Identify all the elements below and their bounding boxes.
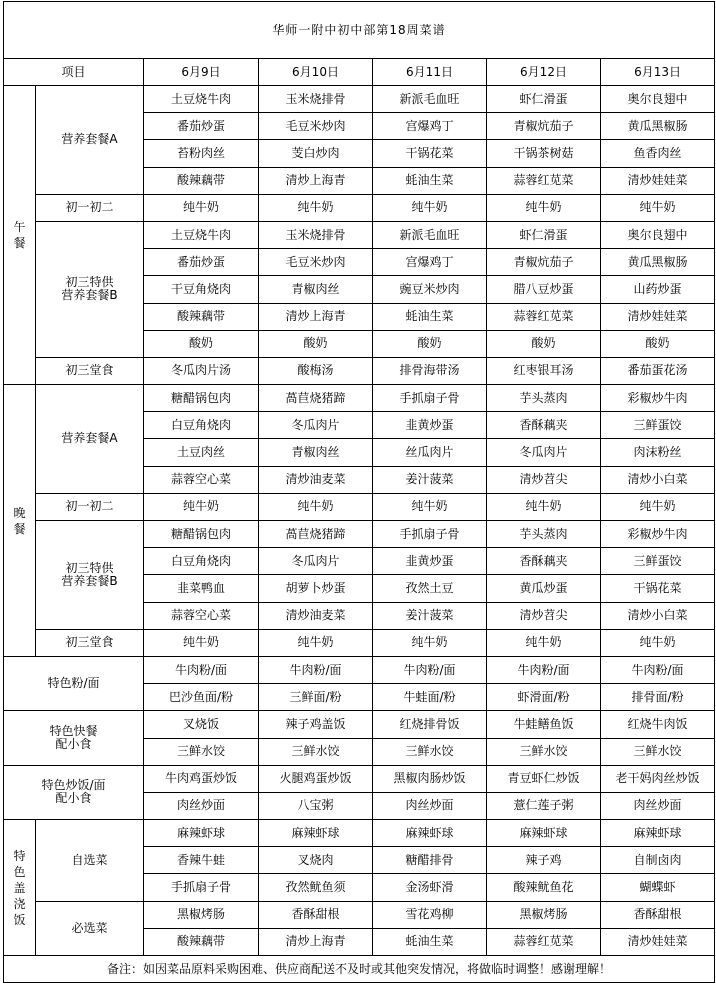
- required-dish-label: 必选菜: [36, 901, 144, 955]
- dinner-set-b-label: [36, 521, 144, 630]
- menu-cell: 排骨面/粉: [601, 684, 715, 711]
- table-row: [4, 86, 715, 113]
- menu-cell: 香酥甜根: [259, 901, 373, 928]
- special-rice-label: [4, 820, 36, 956]
- menu-cell: 孜然鱿鱼须: [259, 874, 373, 901]
- menu-cell: 肉丝炒面: [601, 792, 715, 819]
- page-title: 华师一附中初中部第18周菜谱: [4, 2, 715, 59]
- menu-cell: 韭菜鸭血: [144, 575, 259, 602]
- menu-cell: 清炒上海青: [259, 303, 373, 330]
- menu-cell: 冬瓜肉片: [487, 439, 601, 466]
- menu-cell: 麻辣虾球: [259, 820, 373, 847]
- menu-cell: 红枣银耳汤: [487, 357, 601, 384]
- menu-cell: 黄瓜黑椒肠: [601, 249, 715, 276]
- menu-cell: 清炒油麦菜: [259, 602, 373, 629]
- menu-cell: 牛肉鸡蛋炒饭: [144, 765, 259, 792]
- menu-cell: 自制卤肉: [601, 847, 715, 874]
- dinner-set-b-label-line-1: 初三特供: [65, 560, 114, 575]
- menu-cell: 白豆角烧肉: [144, 412, 259, 439]
- table-row: [4, 656, 715, 683]
- special_fried-label: [4, 765, 144, 819]
- dinner-set-b-label-line-2: 营养套餐B: [61, 573, 118, 588]
- menu-cell: 黄瓜黑椒肠: [601, 113, 715, 140]
- menu-cell: 香酥藕夹: [487, 412, 601, 439]
- menu-cell: 香辣牛蛙: [144, 847, 259, 874]
- special_fast-label: [4, 711, 144, 765]
- menu-cell: 韭黄炒蛋: [373, 548, 487, 575]
- menu-cell: 芰白炒肉: [259, 140, 373, 167]
- menu-cell: 三鲜水饺: [601, 738, 715, 765]
- menu-cell: 纯牛奶: [259, 194, 373, 221]
- menu-cell: 纯牛奶: [144, 194, 259, 221]
- menu-cell: 牛肉粉/面: [259, 656, 373, 683]
- table-row: [4, 711, 715, 738]
- menu-cell: 清炒小白菜: [601, 466, 715, 493]
- day-header: 6月10日: [259, 59, 373, 86]
- table-row: [4, 221, 715, 248]
- menu-cell: 麻辣虾球: [373, 820, 487, 847]
- menu-cell: 排骨海带汤: [373, 357, 487, 384]
- dinner-meal-label-text: 晚餐: [13, 505, 26, 536]
- weekly-menu-table: [3, 1, 715, 983]
- menu-cell: 叉烧肉: [259, 847, 373, 874]
- menu-cell: 奥尔良翅中: [601, 86, 715, 113]
- menu-cell: 蝴蝶虾: [601, 874, 715, 901]
- menu-cell: 豌豆米炒肉: [373, 276, 487, 303]
- menu-cell: 牛肉粉/面: [487, 656, 601, 683]
- menu-cell: 彩椒炒牛肉: [601, 521, 715, 548]
- menu-cell: 纯牛奶: [144, 493, 259, 520]
- note-row: [4, 956, 715, 983]
- day-header: 6月12日: [487, 59, 601, 86]
- menu-cell: 牛肉粉/面: [601, 656, 715, 683]
- menu-cell: 新派毛血旺: [373, 86, 487, 113]
- menu-cell: 毛豆米炒肉: [259, 249, 373, 276]
- menu-cell: 虾滑面/粉: [487, 684, 601, 711]
- lunch-meal-label: [4, 86, 36, 385]
- menu-cell: 青椒肉丝: [259, 439, 373, 466]
- menu-cell: 辣子鸡盖饭: [259, 711, 373, 738]
- menu-cell: 新派毛血旺: [373, 221, 487, 248]
- dinner-set-a-label: 营养套餐A: [36, 385, 144, 494]
- menu-cell: 黄瓜炒蛋: [487, 575, 601, 602]
- menu-cell: 火腿鸡蛋炒饭: [259, 765, 373, 792]
- menu-cell: 蒜蓉红苋菜: [487, 928, 601, 955]
- special_fast-label-line-2: 配小食: [55, 737, 92, 751]
- menu-cell: 番茄蛋花汤: [601, 357, 715, 384]
- menu-cell: 蚝油生菜: [373, 928, 487, 955]
- menu-cell: 鱼香肉丝: [601, 140, 715, 167]
- menu-cell: 糖醋锅包肉: [144, 385, 259, 412]
- menu-cell: 麻辣虾球: [144, 820, 259, 847]
- menu-cell: 蒜蓉空心菜: [144, 466, 259, 493]
- menu-cell: 叉烧饭: [144, 711, 259, 738]
- menu-cell: 萵苣烧猪蹄: [259, 385, 373, 412]
- header-row: [4, 59, 715, 86]
- menu-cell: 酸奶: [373, 330, 487, 357]
- menu-cell: 巴沙鱼面/粉: [144, 684, 259, 711]
- special-rice-label-text: 特色盖浇饭: [13, 848, 26, 927]
- lunch-set-b-label: [36, 221, 144, 357]
- menu-cell: 冬瓜肉片汤: [144, 357, 259, 384]
- menu-cell: 纯牛奶: [487, 629, 601, 656]
- menu-cell: 宫爆鸡丁: [373, 113, 487, 140]
- dinner-meal-label: [4, 385, 36, 657]
- menu-cell: 金汤虾滑: [373, 874, 487, 901]
- menu-cell: 纯牛奶: [487, 493, 601, 520]
- menu-cell: 萵苣烧猪蹄: [259, 521, 373, 548]
- lunch-set-a-label: 营养套餐A: [36, 86, 144, 195]
- menu-cell: 宫爆鸡丁: [373, 249, 487, 276]
- menu-cell: 糖醋锅包肉: [144, 521, 259, 548]
- menu-cell: 清炒娃娃菜: [601, 167, 715, 194]
- day-header: 6月13日: [601, 59, 715, 86]
- menu-cell: 清炒上海青: [259, 928, 373, 955]
- lunch-grade12-label: 初一初二: [36, 194, 144, 221]
- menu-cell: 清炒上海青: [259, 167, 373, 194]
- menu-cell: 番茄炒蛋: [144, 113, 259, 140]
- menu-cell: 纯牛奶: [259, 629, 373, 656]
- menu-cell: 酸奶: [487, 330, 601, 357]
- menu-cell: 香酥藕夹: [487, 548, 601, 575]
- menu-cell: 虾仁滑蛋: [487, 221, 601, 248]
- menu-cell: 丝瓜肉片: [373, 439, 487, 466]
- menu-cell: 酸辣鱿鱼花: [487, 874, 601, 901]
- menu-cell: 八宝粥: [259, 792, 373, 819]
- menu-cell: 纯牛奶: [373, 493, 487, 520]
- menu-cell: 干锅花菜: [373, 140, 487, 167]
- menu-cell: 青豆虾仁炒饭: [487, 765, 601, 792]
- menu-cell: 奥尔良翅中: [601, 221, 715, 248]
- menu-cell: 纯牛奶: [601, 629, 715, 656]
- menu-cell: 手抓扇子骨: [373, 385, 487, 412]
- menu-cell: 芋头蒸肉: [487, 521, 601, 548]
- menu-cell: 清炒苕尖: [487, 602, 601, 629]
- menu-cell: 酸奶: [259, 330, 373, 357]
- menu-cell: 虾仁滑蛋: [487, 86, 601, 113]
- menu-cell: 麻辣虾球: [487, 820, 601, 847]
- menu-cell: 毛豆米炒肉: [259, 113, 373, 140]
- menu-cell: 白豆角烧肉: [144, 548, 259, 575]
- menu-cell: 纯牛奶: [601, 194, 715, 221]
- menu-cell: 彩椒炒牛肉: [601, 385, 715, 412]
- menu-cell: 纯牛奶: [259, 493, 373, 520]
- menu-cell: 纯牛奶: [144, 629, 259, 656]
- special_fast-label-line-1: 特色快餐: [49, 724, 98, 738]
- menu-cell: 姜汁菠菜: [373, 466, 487, 493]
- menu-cell: 手抓扇子骨: [144, 874, 259, 901]
- table-row: [4, 493, 715, 520]
- menu-cell: 山药炒蛋: [601, 276, 715, 303]
- menu-cell: 土豆烧牛肉: [144, 86, 259, 113]
- menu-cell: 蚝油生菜: [373, 303, 487, 330]
- menu-cell: 香酥甜根: [601, 901, 715, 928]
- day-header: 6月11日: [373, 59, 487, 86]
- menu-cell: 酸梅汤: [259, 357, 373, 384]
- menu-cell: 蚝油生菜: [373, 167, 487, 194]
- menu-cell: 青椒肉丝: [259, 276, 373, 303]
- special_fried-label-line-1: 特色炒饭/面: [41, 778, 106, 793]
- menu-cell: 酸辣藕带: [144, 303, 259, 330]
- footnote: 备注：如因菜品原料采购困难、供应商配送不及时或其他突发情况，将做临时调整！感谢理解！: [4, 956, 715, 983]
- table-row: [4, 521, 715, 548]
- menu-cell: 清炒苕尖: [487, 466, 601, 493]
- special_noodle-label: 特色粉/面: [4, 656, 144, 710]
- menu-cell: 三鲜水饺: [373, 738, 487, 765]
- menu-cell: 番茄炒蛋: [144, 249, 259, 276]
- menu-cell: 青椒炕茄子: [487, 113, 601, 140]
- menu-cell: 黑椒烤肠: [144, 901, 259, 928]
- menu-cell: 三鲜蛋饺: [601, 412, 715, 439]
- menu-cell: 土豆烧牛肉: [144, 221, 259, 248]
- menu-cell: 牛蛙面/粉: [373, 684, 487, 711]
- menu-cell: 牛蛙鳝鱼饭: [487, 711, 601, 738]
- menu-cell: 酸奶: [144, 330, 259, 357]
- menu-cell: 冬瓜肉片: [259, 548, 373, 575]
- menu-cell: 干豆角烧肉: [144, 276, 259, 303]
- table-row: [4, 357, 715, 384]
- menu-cell: 酸辣藕带: [144, 928, 259, 955]
- menu-cell: 肉丝炒面: [373, 792, 487, 819]
- menu-cell: 老干妈肉丝炒饭: [601, 765, 715, 792]
- menu-cell: 酸奶: [601, 330, 715, 357]
- menu-cell: 清炒油麦菜: [259, 466, 373, 493]
- dinner-grade3-label: 初三堂食: [36, 629, 144, 656]
- lunch-set-b-label-line-1: 初三特供: [65, 275, 114, 290]
- menu-cell: 红烧排骨饭: [373, 711, 487, 738]
- menu-cell: 手抓扇子骨: [373, 521, 487, 548]
- menu-cell: 糖醋排骨: [373, 847, 487, 874]
- menu-cell: 纯牛奶: [373, 194, 487, 221]
- menu-cell: 三鲜水饺: [144, 738, 259, 765]
- menu-cell: 芋头蒸肉: [487, 385, 601, 412]
- menu-cell: 三鲜水饺: [487, 738, 601, 765]
- menu-cell: 三鲜面/粉: [259, 684, 373, 711]
- table-row: [4, 901, 715, 928]
- menu-cell: 牛肉粉/面: [144, 656, 259, 683]
- menu-cell: 蒜蓉红苋菜: [487, 303, 601, 330]
- menu-cell: 三鲜蛋饺: [601, 548, 715, 575]
- menu-cell: 青椒炕茄子: [487, 249, 601, 276]
- lunch-grade3-label: 初三堂食: [36, 357, 144, 384]
- menu-cell: 薏仁莲子粥: [487, 792, 601, 819]
- menu-cell: 雪花鸡柳: [373, 901, 487, 928]
- menu-cell: 孜然土豆: [373, 575, 487, 602]
- menu-cell: 韭黄炒蛋: [373, 412, 487, 439]
- optional-dish-label: 自选菜: [36, 820, 144, 902]
- menu-cell: 清炒娃娃菜: [601, 928, 715, 955]
- menu-cell: 辣子鸡: [487, 847, 601, 874]
- menu-cell: 黑椒肉肠炒饭: [373, 765, 487, 792]
- menu-cell: 胡萝卜炒蛋: [259, 575, 373, 602]
- table-row: [4, 765, 715, 792]
- item-header: 项目: [4, 59, 144, 86]
- menu-cell: 肉丝炒面: [144, 792, 259, 819]
- menu-cell: 干锅花菜: [601, 575, 715, 602]
- lunch-set-b-label-line-2: 营养套餐B: [61, 288, 118, 303]
- table-row: [4, 385, 715, 412]
- menu-cell: 冬瓜肉片: [259, 412, 373, 439]
- day-header: 6月9日: [144, 59, 259, 86]
- menu-cell: 纯牛奶: [601, 493, 715, 520]
- menu-cell: 土豆肉丝: [144, 439, 259, 466]
- menu-cell: 蒜蓉空心菜: [144, 602, 259, 629]
- menu-cell: 红烧牛肉饭: [601, 711, 715, 738]
- special_fried-label-line-2: 配小食: [55, 791, 92, 806]
- menu-cell: 苔粉肉丝: [144, 140, 259, 167]
- menu-cell: 酸辣藕带: [144, 167, 259, 194]
- menu-cell: 纯牛奶: [487, 194, 601, 221]
- table-row: [4, 820, 715, 847]
- menu-cell: 姜汁菠菜: [373, 602, 487, 629]
- menu-cell: 牛肉粉/面: [373, 656, 487, 683]
- menu-cell: 玉米烧排骨: [259, 86, 373, 113]
- menu-cell: 腊八豆炒蛋: [487, 276, 601, 303]
- table-row: [4, 629, 715, 656]
- menu-cell: 三鲜水饺: [259, 738, 373, 765]
- menu-cell: 干锅茶树菇: [487, 140, 601, 167]
- menu-cell: 清炒小白菜: [601, 602, 715, 629]
- menu-cell: 纯牛奶: [373, 629, 487, 656]
- menu-cell: 清炒娃娃菜: [601, 303, 715, 330]
- dinner-grade12-label: 初一初二: [36, 493, 144, 520]
- table-row: [4, 194, 715, 221]
- lunch-meal-label-text: 午餐: [13, 220, 26, 251]
- menu-cell: 玉米烧排骨: [259, 221, 373, 248]
- menu-cell: 肉沫粉丝: [601, 439, 715, 466]
- menu-cell: 麻辣虾球: [601, 820, 715, 847]
- menu-cell: 蒜蓉红苋菜: [487, 167, 601, 194]
- menu-cell: 黑椒烤肠: [487, 901, 601, 928]
